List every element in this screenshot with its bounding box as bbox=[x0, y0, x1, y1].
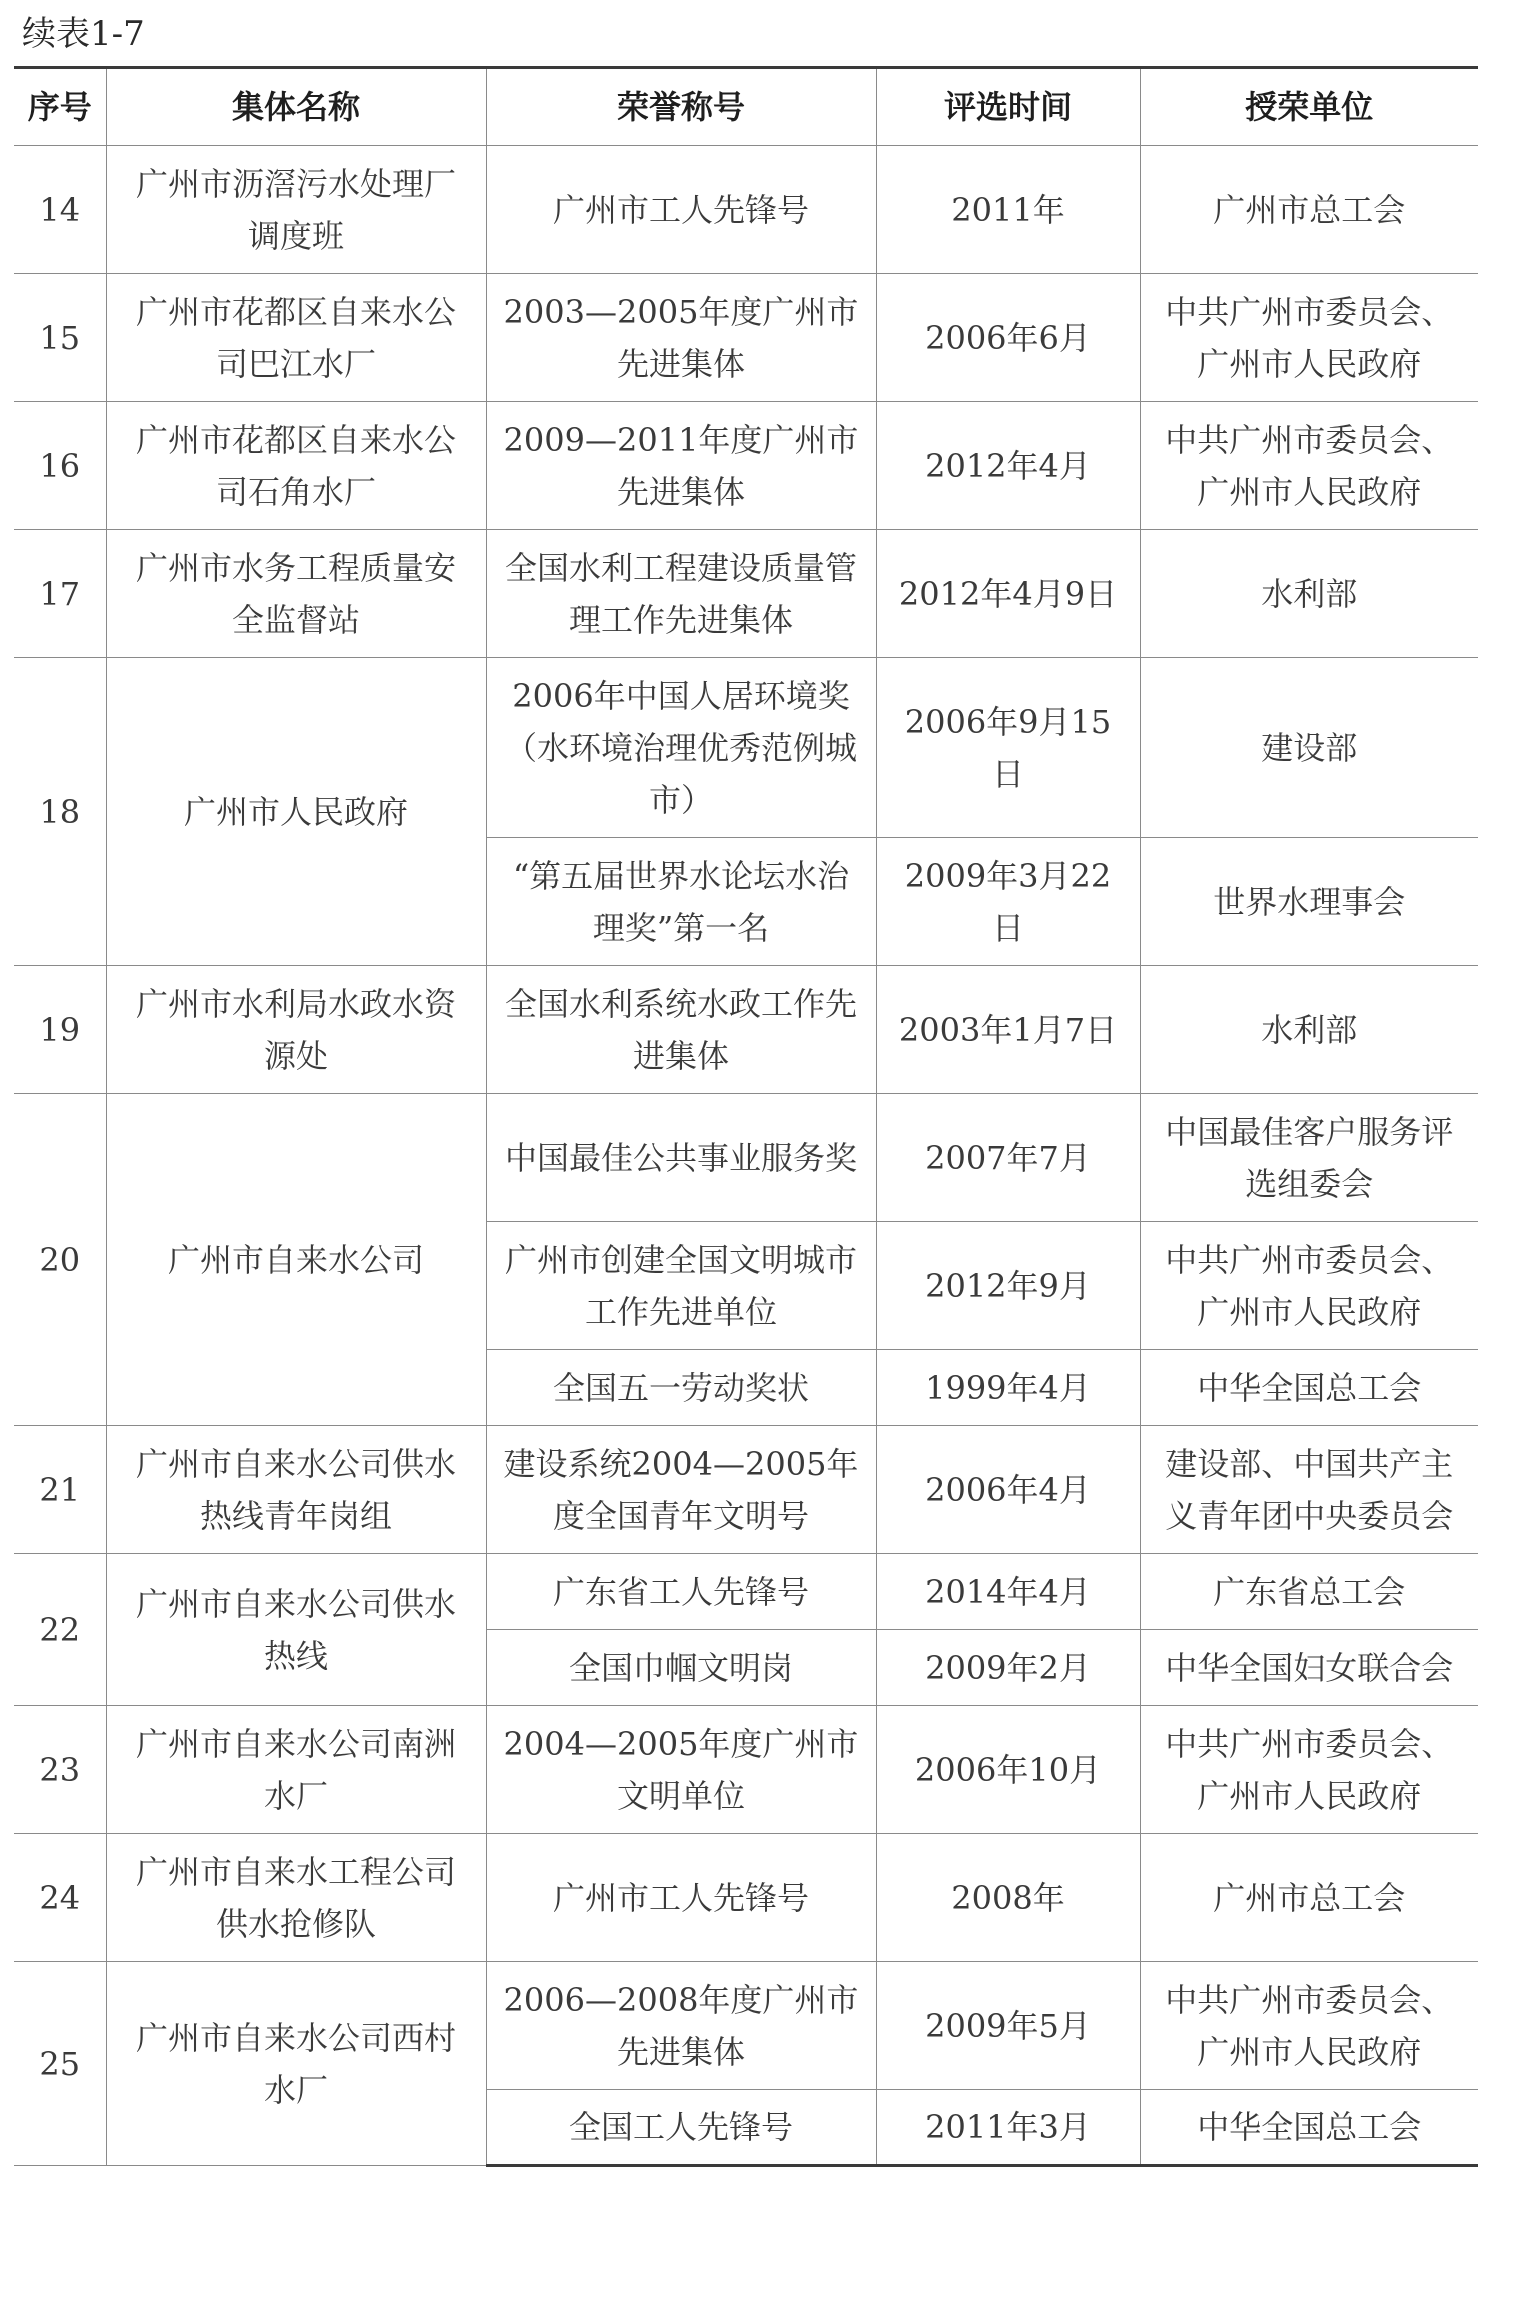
award-date: 2009年5月 bbox=[876, 1962, 1140, 2090]
collective-name: 广州市自来水工程公司供水抢修队 bbox=[106, 1834, 486, 1962]
table-row bbox=[14, 274, 1478, 402]
award-date: 2008年 bbox=[876, 1834, 1140, 1962]
award-date: 2006年6月 bbox=[876, 274, 1140, 402]
awarding-org: 中共广州市委员会、广州市人民政府 bbox=[1140, 1706, 1478, 1834]
row-number: 15 bbox=[14, 274, 106, 402]
awarding-org: 中国最佳客户服务评选组委会 bbox=[1140, 1094, 1478, 1222]
table-row bbox=[14, 1094, 1478, 1222]
awarding-org: 中华全国总工会 bbox=[1140, 1350, 1478, 1426]
row-number: 20 bbox=[14, 1094, 106, 1426]
award-date: 2011年3月 bbox=[876, 2090, 1140, 2166]
honor-title: 2003—2005年度广州市先进集体 bbox=[486, 274, 876, 402]
row-number: 16 bbox=[14, 402, 106, 530]
award-date: 2014年4月 bbox=[876, 1554, 1140, 1630]
row-number: 23 bbox=[14, 1706, 106, 1834]
award-date: 2006年4月 bbox=[876, 1426, 1140, 1554]
award-date: 2012年4月 bbox=[876, 402, 1140, 530]
award-date: 2006年10月 bbox=[876, 1706, 1140, 1834]
honor-title: 2006年中国人居环境奖（水环境治理优秀范例城市） bbox=[486, 658, 876, 838]
honor-title: 全国水利系统水政工作先进集体 bbox=[486, 966, 876, 1094]
table-row bbox=[14, 1706, 1478, 1834]
honor-title: 中国最佳公共事业服务奖 bbox=[486, 1094, 876, 1222]
honor-title: “第五届世界水论坛水治理奖”第一名 bbox=[486, 838, 876, 966]
award-date: 2006年9月15日 bbox=[876, 658, 1140, 838]
honor-title: 全国水利工程建设质量管理工作先进集体 bbox=[486, 530, 876, 658]
awarding-org: 世界水理事会 bbox=[1140, 838, 1478, 966]
honor-title: 全国工人先锋号 bbox=[486, 2090, 876, 2166]
awarding-org: 广州市总工会 bbox=[1140, 1834, 1478, 1962]
honor-title: 广州市工人先锋号 bbox=[486, 146, 876, 274]
awarding-org: 中共广州市委员会、广州市人民政府 bbox=[1140, 1222, 1478, 1350]
awarding-org: 广东省总工会 bbox=[1140, 1554, 1478, 1630]
collective-name: 广州市自来水公司供水热线青年岗组 bbox=[106, 1426, 486, 1554]
row-number: 21 bbox=[14, 1426, 106, 1554]
table-row bbox=[14, 402, 1478, 530]
awarding-org: 水利部 bbox=[1140, 530, 1478, 658]
award-date: 2012年4月9日 bbox=[876, 530, 1140, 658]
row-number: 24 bbox=[14, 1834, 106, 1962]
honor-title: 建设系统2004—2005年度全国青年文明号 bbox=[486, 1426, 876, 1554]
award-date: 2003年1月7日 bbox=[876, 966, 1140, 1094]
collective-name: 广州市花都区自来水公司巴江水厂 bbox=[106, 274, 486, 402]
collective-name: 广州市自来水公司供水热线 bbox=[106, 1554, 486, 1706]
table-caption: 续表1-7 bbox=[22, 14, 145, 54]
honor-title: 2004—2005年度广州市文明单位 bbox=[486, 1706, 876, 1834]
header-row bbox=[14, 68, 1478, 146]
award-date: 2012年9月 bbox=[876, 1222, 1140, 1350]
header-org: 授荣单位 bbox=[1140, 68, 1478, 146]
awarding-org: 中华全国妇女联合会 bbox=[1140, 1630, 1478, 1706]
honor-title: 2006—2008年度广州市先进集体 bbox=[486, 1962, 876, 2090]
row-number: 18 bbox=[14, 658, 106, 966]
awarding-org: 水利部 bbox=[1140, 966, 1478, 1094]
table-row bbox=[14, 1834, 1478, 1962]
awarding-org: 中共广州市委员会、广州市人民政府 bbox=[1140, 274, 1478, 402]
row-number: 25 bbox=[14, 1962, 106, 2166]
table-row bbox=[14, 966, 1478, 1094]
award-date: 2007年7月 bbox=[876, 1094, 1140, 1222]
collective-name: 广州市自来水公司南洲水厂 bbox=[106, 1706, 486, 1834]
row-number: 14 bbox=[14, 146, 106, 274]
awarding-org: 广州市总工会 bbox=[1140, 146, 1478, 274]
honor-title: 全国五一劳动奖状 bbox=[486, 1350, 876, 1426]
table-row bbox=[14, 146, 1478, 274]
row-number: 22 bbox=[14, 1554, 106, 1706]
table-row bbox=[14, 530, 1478, 658]
collective-name: 广州市花都区自来水公司石角水厂 bbox=[106, 402, 486, 530]
row-number: 19 bbox=[14, 966, 106, 1094]
awarding-org: 建设部 bbox=[1140, 658, 1478, 838]
collective-name: 广州市人民政府 bbox=[106, 658, 486, 966]
header-name: 集体名称 bbox=[106, 68, 486, 146]
collective-name: 广州市自来水公司 bbox=[106, 1094, 486, 1426]
honor-title: 全国巾帼文明岗 bbox=[486, 1630, 876, 1706]
awarding-org: 建设部、中国共产主义青年团中央委员会 bbox=[1140, 1426, 1478, 1554]
table-row bbox=[14, 658, 1478, 838]
table-row bbox=[14, 1554, 1478, 1630]
honor-title: 广东省工人先锋号 bbox=[486, 1554, 876, 1630]
award-date: 2009年2月 bbox=[876, 1630, 1140, 1706]
awarding-org: 中华全国总工会 bbox=[1140, 2090, 1478, 2166]
collective-name: 广州市水务工程质量安全监督站 bbox=[106, 530, 486, 658]
header-title: 荣誉称号 bbox=[486, 68, 876, 146]
honor-title: 广州市工人先锋号 bbox=[486, 1834, 876, 1962]
honors-table bbox=[14, 66, 1478, 2167]
award-date: 2009年3月22日 bbox=[876, 838, 1140, 966]
awarding-org: 中共广州市委员会、广州市人民政府 bbox=[1140, 1962, 1478, 2090]
award-date: 2011年 bbox=[876, 146, 1140, 274]
awarding-org: 中共广州市委员会、广州市人民政府 bbox=[1140, 402, 1478, 530]
collective-name: 广州市水利局水政水资源处 bbox=[106, 966, 486, 1094]
table-row bbox=[14, 1426, 1478, 1554]
collective-name: 广州市沥滘污水处理厂调度班 bbox=[106, 146, 486, 274]
header-date: 评选时间 bbox=[876, 68, 1140, 146]
header-no: 序号 bbox=[14, 68, 106, 146]
row-number: 17 bbox=[14, 530, 106, 658]
collective-name: 广州市自来水公司西村水厂 bbox=[106, 1962, 486, 2166]
honor-title: 广州市创建全国文明城市工作先进单位 bbox=[486, 1222, 876, 1350]
award-date: 1999年4月 bbox=[876, 1350, 1140, 1426]
honor-title: 2009—2011年度广州市先进集体 bbox=[486, 402, 876, 530]
table-row bbox=[14, 1962, 1478, 2090]
